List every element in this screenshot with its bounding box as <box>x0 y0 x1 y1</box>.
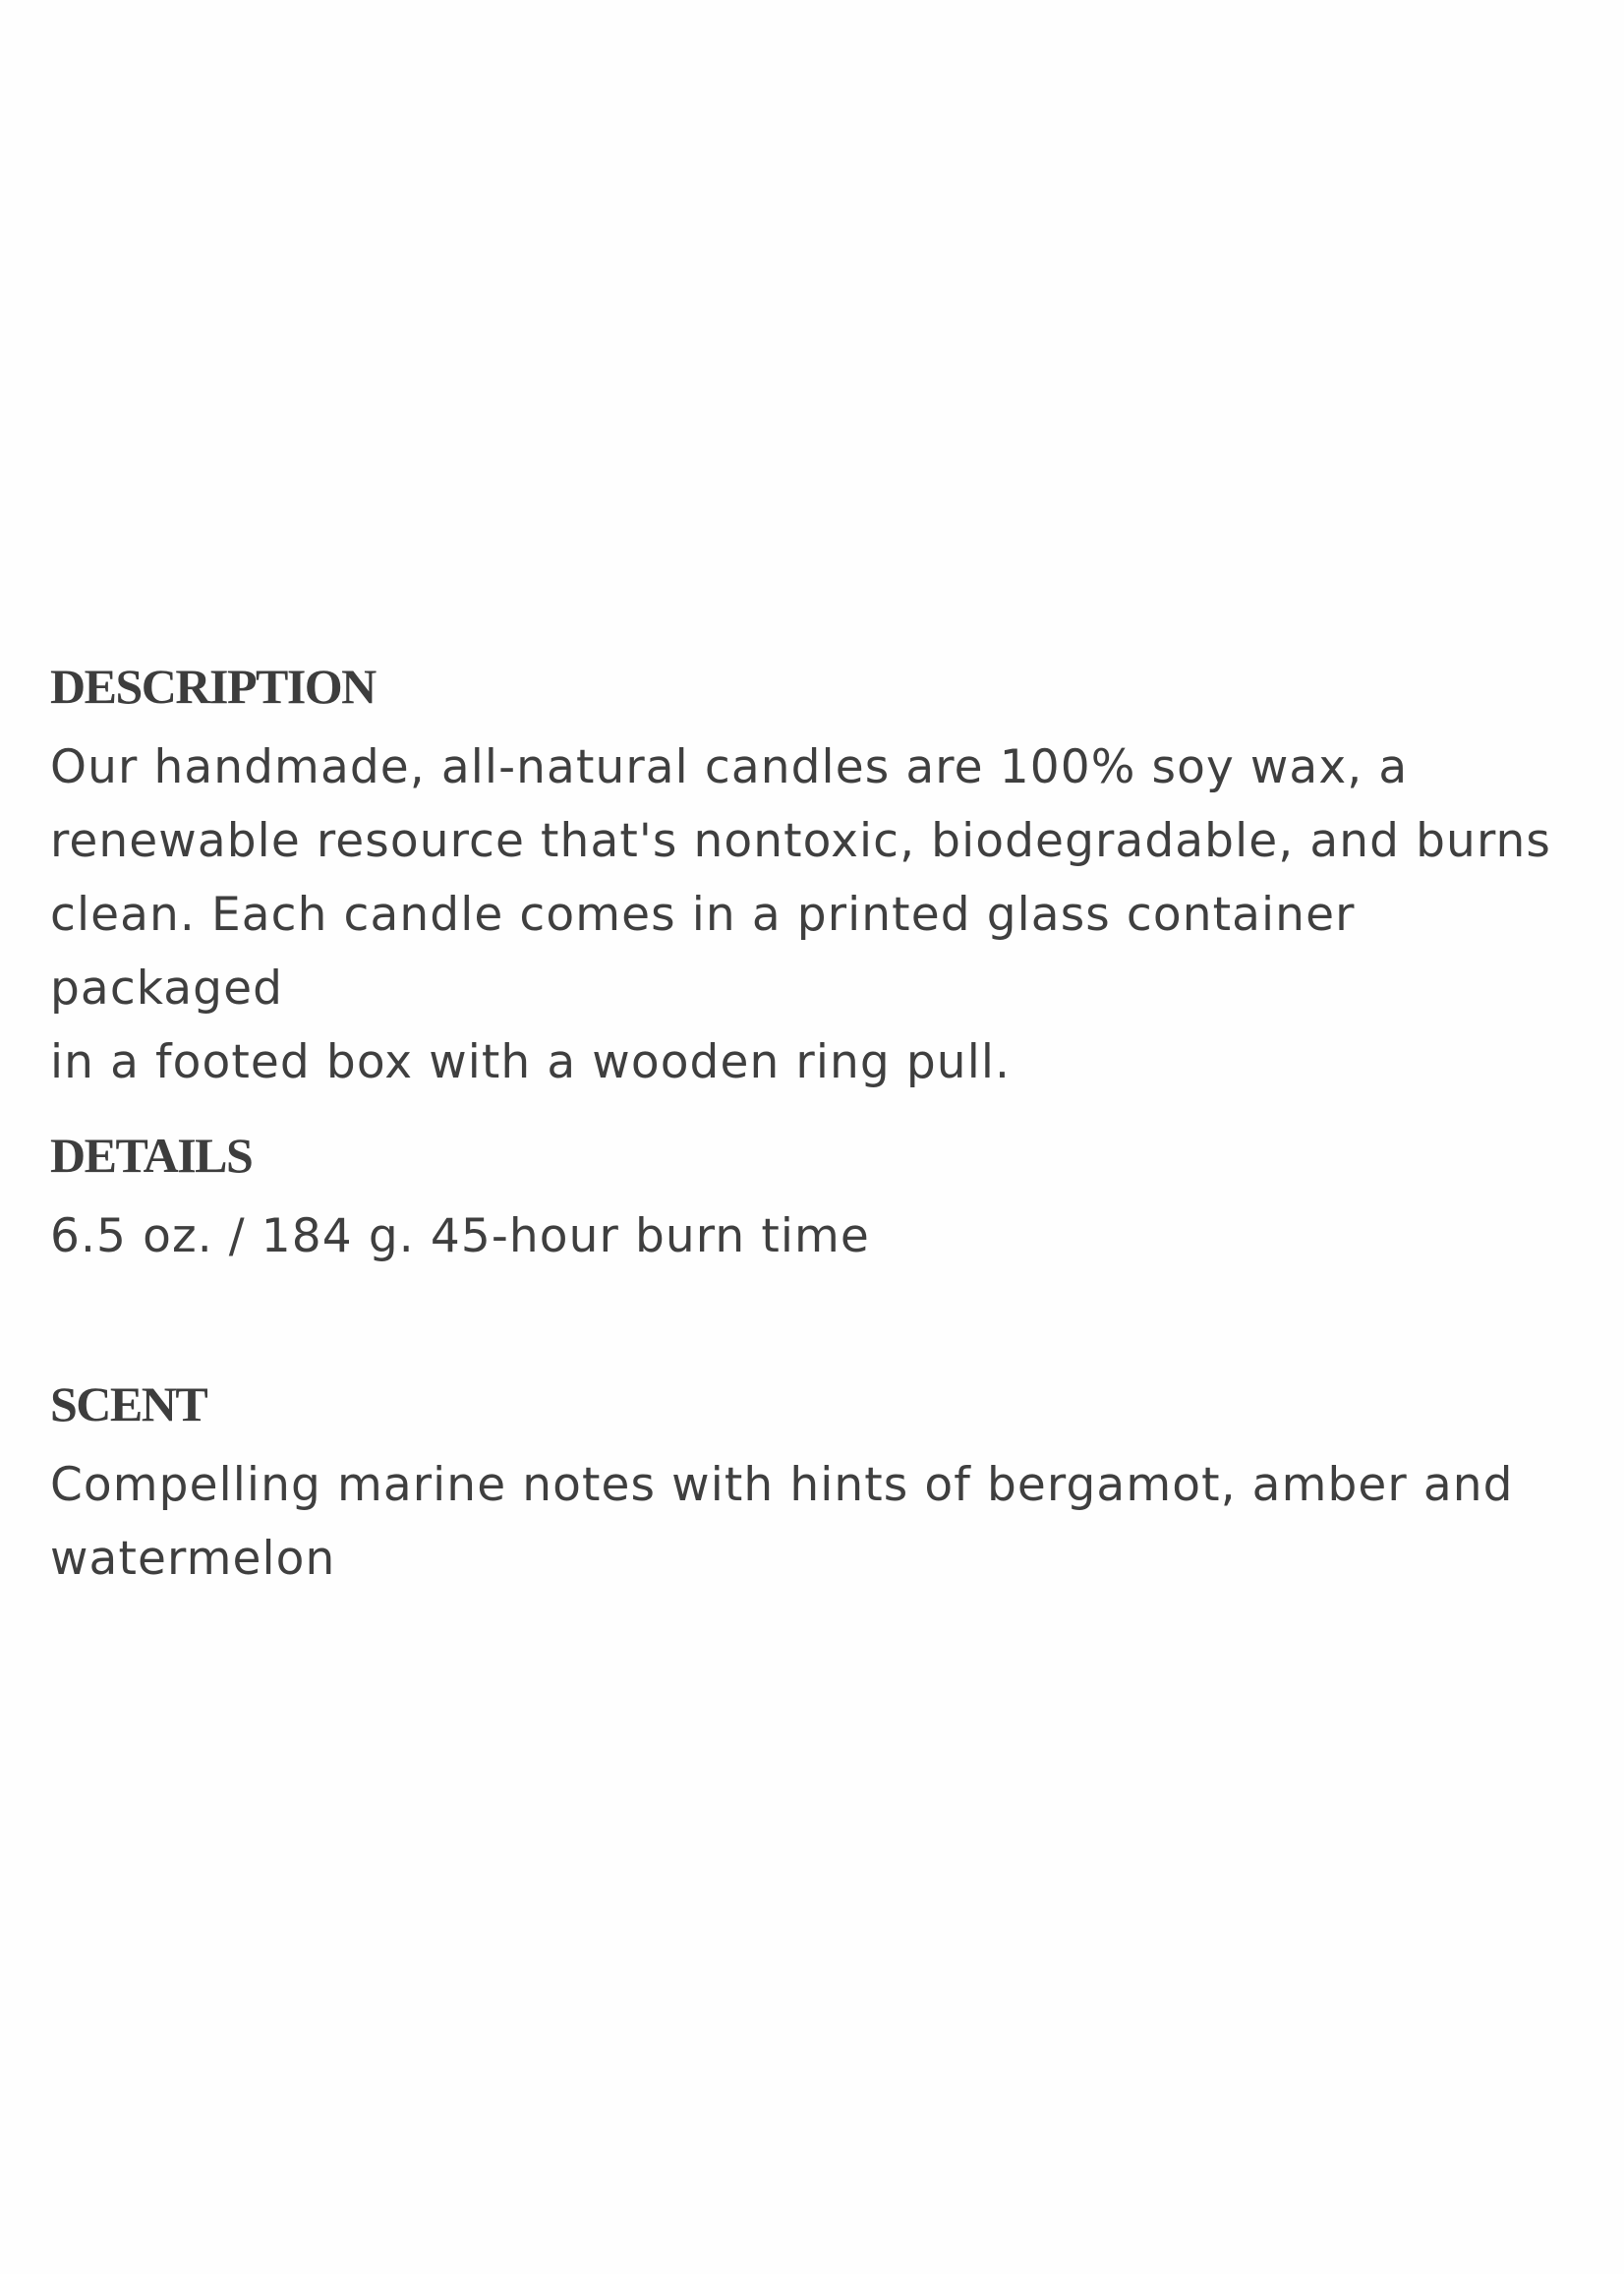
details-heading: DETAILS <box>50 1128 253 1183</box>
description-heading: DESCRIPTION <box>50 659 376 714</box>
scent-text: Compelling marine notes with hints of bergamot, amber and watermelon <box>50 1458 1514 1586</box>
details-section <box>50 1121 1603 1370</box>
scent-section <box>50 1370 1603 1596</box>
description-section <box>50 652 1603 1121</box>
scent-heading: SCENT <box>50 1376 207 1431</box>
details-text: 6.5 oz. / 184 g. 45-hour burn time <box>50 1209 870 1263</box>
description-text: Our handmade, all-natural candles are 100% soy wax, a renewable resource that's nontoxic, biodegradable, and burns clean. Each candle comes in a printed glass container packaged in a footed box with a wooden ring pull. <box>50 740 1552 1089</box>
product-info-content <box>50 652 1603 1596</box>
